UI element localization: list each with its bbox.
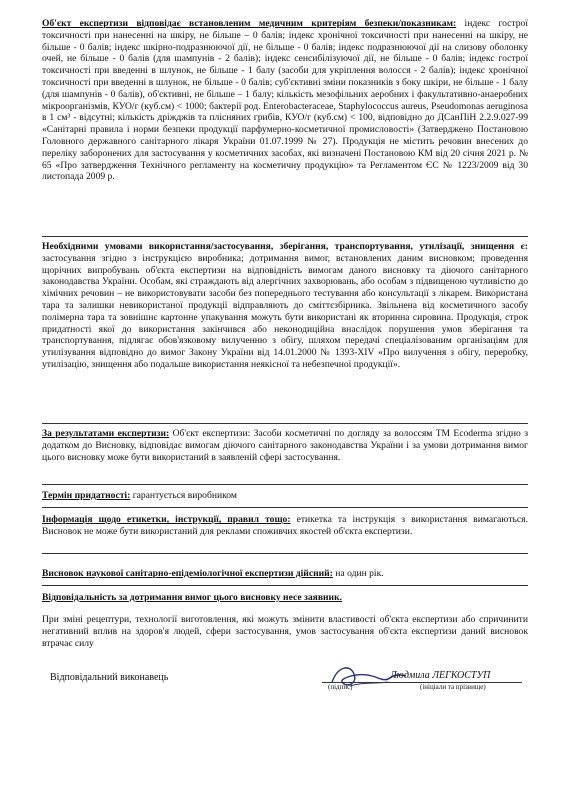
validity-heading: Висновок наукової санітарно-епідеміологічної експертизи дійсний:	[42, 568, 333, 579]
signature-block	[42, 660, 528, 710]
responsible-executor-label: Відповідальний виконавець	[50, 672, 169, 683]
executor-name: Людмила ЛЕГКОСТУП	[390, 670, 491, 681]
divider	[42, 585, 528, 586]
divider	[42, 236, 528, 237]
shelf-life-heading: Термін придатності:	[42, 490, 131, 501]
recipe-change-section	[42, 614, 528, 649]
validity-text: на один рік.	[335, 568, 384, 579]
label-info-heading: Інформація щодо етикетки, інструкції, правил тощо:	[42, 514, 291, 525]
divider	[42, 507, 528, 508]
expertise-results-section	[42, 428, 528, 463]
signature-caption: (підпис)	[328, 683, 353, 691]
usage-conditions-text: застосування згідно з інструкцією виробника; дотримання вимог, встановлених даним висновком; проведення щорічних випробувань об'єкта експертизи на відповідність вимогам даного висновку та діючого санітарного законодавства України. Особам, які страждають від алергічних захворювань, або особам з підвищеною чутливістю до хімічних речовин – не використовувати засоби без попереднього тестування або консультації з лікарем. Використана тара та залишки невикористаної продукції відправляють до сміттєзбірника. Звільнена від косметичного засобу полімерна тара та зовнішнє картонне упакування можуть бути використані як вторинна сировина. Продукція, строк придатності якої до використання закінчився або неконодиційна внаслідок порушення умов зберігання та транспортування, підлягає обов'язковому вилученню з обігу, шляхом передачі спеціалізованим організаціям для утилізування відповідно до вимог Закону України від 14.01.2000 № 1393-XIV «Про вилучення з обігу, переробку, утилізацію, знищення або подальше використання неякісної та небезпечної продукції».	[42, 252, 528, 370]
divider	[42, 423, 528, 424]
validity-section	[42, 568, 528, 580]
responsibility-section	[42, 592, 528, 604]
name-caption: (ініціали та прізвище)	[420, 683, 486, 691]
usage-conditions-section	[42, 241, 528, 371]
expertise-results-heading: За результатами експертизи:	[42, 428, 170, 439]
usage-conditions-heading: Необхідними умовами використання/застосування, зберігання, транспортування, утилізації, знищення є:	[42, 241, 528, 252]
label-info-section	[42, 514, 528, 538]
shelf-life-text: гарантується виробником	[132, 490, 237, 501]
safety-criteria-heading: Об'єкт експертизи відповідає встановленим медичним критеріям безпеки/показникам:	[42, 18, 457, 29]
divider	[42, 484, 528, 485]
responsibility-heading: Відповідальність за дотримання вимог цього висновку несе заявник.	[42, 592, 342, 603]
label-info-text: етикетка та інструкція з використання вимагаються. Висновок не може бути використаний для реклами споживчих якостей об'єкта експертизи.	[42, 514, 528, 537]
safety-criteria-section	[42, 18, 528, 183]
safety-criteria-text: індекс гострої токсичності при нанесенні на шкіру, не більше – 0 балів; індекс хронічної токсичності при нанесенні на шкіру, не більше - 0 балів; індекс шкірно-подразнюючої дії, не більше - 0 балів; індекс подразнюючої дії на слизову оболонку очей, не більше - 0 балів (для шампунів - 2 балів); індекс сенсибілізуючої дії, не більше - 0 балів; індекс гострої токсичності при введенні в шлунок, не більше - 1 балу (засоби для укріплення волосся - 2 балів); індекс хронічної токсичності при введенні в шлунок, не більше - 0 балів; суб'єктивні зміни показників з боку шкіри, не більше - 1 балу (для шампунів - 0 балів), об'єктивні, не більше – 1 балу; кількість мезофільних аеробних і факультативно-анаеробних мікроорганізмів, КУО/г (куб.см) < 1000; бактерії род. Enterobacteraceae, Staphylococcus aureus, Pseudomonas aeruginosa в 1 см³ - відсутні; кількість дріжджів та плісняних грибів, КУО/г (куб.см) < 100, відповідно до ДСанПіН 2.2.9.027-99 «Санітарні правила і норми безпеки продукції парфумерно-косметичної промисловості» (Затверджено Постановою Головного державного санітарного лікаря України 01.07.1999 № 27). Продукція не містить речовин внесених до переліку заборонених для застосування у косметичних засобах, які визначені Постановою КМ від 20 січня 2021 р. № 65 «Про затвердження Технічного регламенту на косметичну продукцію» та Регламентом ЄС № 1223/2009 від 30 листопада 2009 р.	[42, 18, 529, 183]
divider	[42, 553, 528, 554]
expertise-results-text: Об'єкт експертизи: Засоби косметичні по догляду за волоссям ТМ Ecoderma згідно з додатком до Висновку, відповідає вимогам діючого санітарного законодавства України і за умови дотримання вимог цього висновку може бути використаний в заявленій сфері застосування.	[42, 428, 528, 463]
recipe-change-text: При зміні рецептури, технології виготовлення, які можуть змінити властивості об'єкта експертизи або спричинити негативний вплив на здоров'я людей, сфери застосування, умов застосування об'єкта експертизи даний висновок втрачає силу	[42, 614, 528, 649]
shelf-life-section	[42, 490, 528, 502]
